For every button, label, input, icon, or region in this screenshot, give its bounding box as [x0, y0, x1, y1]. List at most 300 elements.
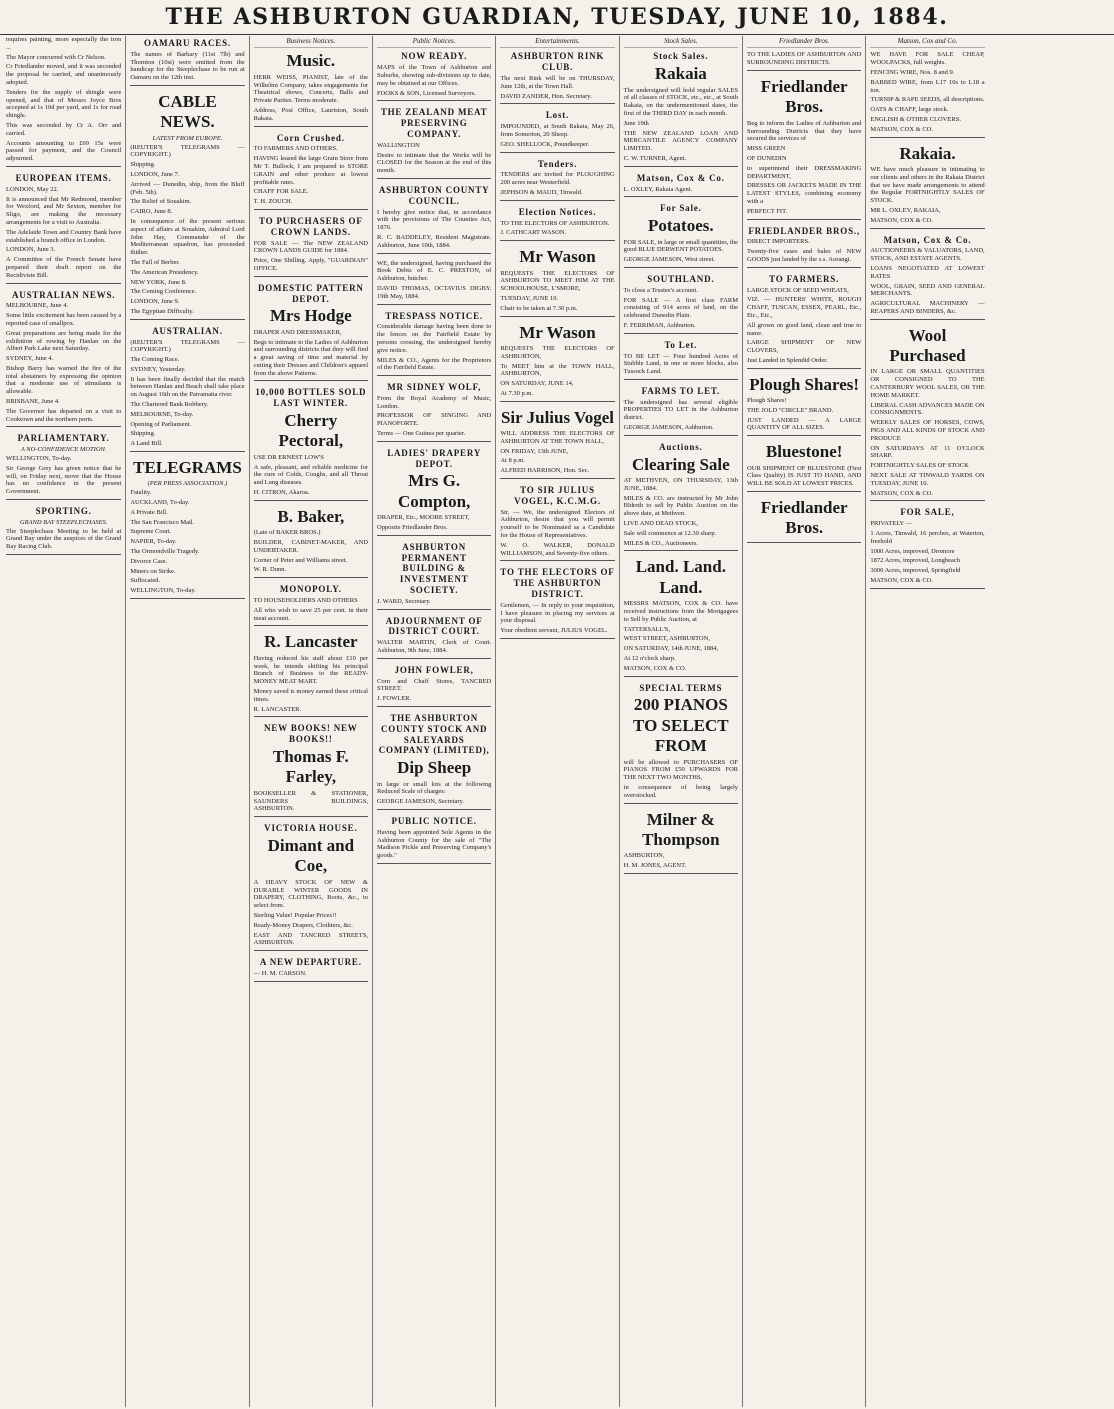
- body-text: The Fall of Berber.: [130, 258, 180, 266]
- body-text: NEW YORK, June 8.: [130, 278, 187, 286]
- body-text: Suffocated.: [130, 577, 160, 585]
- article-block: [500, 51, 614, 104]
- divider: [130, 598, 244, 599]
- body-text: The Coming Conference.: [130, 288, 197, 296]
- divider: [377, 375, 491, 376]
- body-text: AGRICULTURAL MACHINERY — REAPERS AND BINDERS, &c.: [870, 300, 985, 315]
- display-heading: TELEGRAMS: [133, 458, 242, 478]
- body-text: TO THE LADIES OF ASHBURTON AND SURROUNDING DISTRICTS.: [747, 51, 862, 67]
- divider: [377, 441, 491, 442]
- body-text: The Egyptian Difficulty.: [130, 307, 194, 315]
- body-text: MATSON, COX & CO.: [870, 216, 933, 224]
- article-block: [624, 557, 738, 676]
- display-heading: Dimant and Coe,: [267, 835, 355, 876]
- block-title: NOW READY.: [401, 51, 468, 62]
- divider: [624, 803, 738, 804]
- body-text: HERR WEISS, PIANIST, late of the Wilhelmi Company, takes engagements for Theatrical shows, Concerts, Balls and Private Parties. Terms moderate.: [253, 73, 368, 105]
- body-text: The next Rink will be on THURSDAY, June 12th, at the Town Hall.: [500, 74, 615, 90]
- body-text: WELLINGTON, To-day.: [6, 455, 72, 463]
- article-block: [624, 51, 738, 166]
- body-text: TATTERSALL'S,: [623, 625, 670, 633]
- body-text: PRIVATELY —: [870, 520, 913, 528]
- block-subtitle: (PER PRESS ASSOCIATION.): [147, 480, 228, 488]
- body-text: T. H. ZOUCH.: [253, 198, 293, 206]
- body-text: At 7.30 p.m.: [500, 389, 534, 397]
- column-heading: Friedlander Bros.: [747, 36, 861, 48]
- body-text: W. O. WALKER, DONALD WILLIAMSON, and Seventy-five others.: [500, 541, 615, 557]
- body-text: MELBOURNE, To-day.: [130, 410, 194, 418]
- body-text: IMPOUNDED, at South Rakaia, May 26, from Somerton, 20 Sheep.: [500, 123, 615, 138]
- divider: [377, 658, 491, 659]
- body-text: in large or small lots at the following Reduced Scale of charges:: [377, 780, 492, 796]
- block-title: MR SIDNEY WOLF,: [387, 382, 482, 393]
- divider: [500, 240, 614, 241]
- article-block: [747, 375, 861, 437]
- body-text: PROFESSOR OF SINGING AND PIANOFORTE.: [377, 412, 492, 428]
- divider: [500, 638, 614, 639]
- divider: [377, 863, 491, 864]
- block-title: SOUTHLAND.: [647, 273, 715, 284]
- block-title: SPORTING.: [35, 506, 92, 517]
- body-text: THE JOLD "CIRCLE" BRAND.: [747, 406, 834, 414]
- display-heading: Dip Sheep: [397, 758, 472, 778]
- column-2: [125, 36, 248, 1407]
- display-heading: Mr Wason: [519, 247, 596, 267]
- divider: [6, 426, 121, 427]
- article-block: [500, 485, 614, 561]
- column-5: [495, 36, 618, 1407]
- divider: [377, 609, 491, 610]
- body-text: 3000 Acres, improved, Springfield: [870, 567, 961, 575]
- block-title: FRIEDLANDER BROS.,: [748, 225, 860, 236]
- body-text: ON SATURDAY, 14th JUNE, 1884,: [623, 645, 719, 653]
- body-text: In consequence of the present serious aspect of affairs at Souakim, Admiral Lord John Hay, Commander of the Mediterranean squadron, has proceeded thither.: [130, 217, 245, 257]
- body-text: R. C. BADDELEY, Resident Magistrate. Ashburton, June 10th, 1884.: [377, 233, 492, 249]
- display-heading: 200 PIANOS TO SELECT FROM: [633, 695, 729, 756]
- column-heading: Stock Sales.: [624, 36, 738, 48]
- block-title: TO FARMERS.: [769, 273, 840, 284]
- column-3: [249, 36, 372, 1407]
- article-block: [500, 159, 614, 201]
- article-block: [6, 433, 121, 500]
- display-heading: Friedlander Bros.: [760, 498, 848, 538]
- article-block: [624, 386, 738, 436]
- article-block: [624, 274, 738, 334]
- block-title: Matson, Cox & Co.: [636, 172, 725, 183]
- body-text: (Late of BAKER BROS.): [253, 529, 321, 537]
- article-block: [870, 51, 984, 137]
- display-heading: Mrs Hodge: [269, 306, 352, 326]
- block-title: ASHBURTON RINK CLUB.: [510, 51, 605, 73]
- article-block: [500, 408, 614, 479]
- block-title: A NEW DEPARTURE.: [259, 957, 362, 968]
- article-block: [254, 632, 368, 717]
- divider: [6, 283, 121, 284]
- body-text: Beg to inform the Ladies of Ashburton and Surrounding Districts that they have secured the services of: [747, 119, 862, 143]
- body-text: DRAPER, Etc., MOORE STREET,: [377, 514, 470, 522]
- body-text: MATSON, COX & CO.: [870, 489, 933, 497]
- body-text: requires painting, more especially the iron ...: [6, 36, 122, 51]
- divider: [870, 588, 984, 589]
- article-block: [500, 323, 614, 402]
- article-block: [254, 283, 368, 382]
- body-text: WEEKLY SALES OF HORSES, COWS, PIGS AND ALL KINDS OF STOCK AND PRODUCE: [870, 419, 985, 442]
- block-title: Lost.: [545, 110, 570, 121]
- divider: [254, 209, 368, 210]
- body-text: Terms — One Guinea per quarter.: [377, 430, 466, 438]
- body-text: Just Landed in Splendid Order.: [747, 356, 828, 364]
- block-title: MONOPOLY.: [279, 584, 342, 595]
- body-text: BOOKSELLER & STATIONER, SAUNDERS BUILDINGS, ASHBURTON.: [253, 789, 368, 813]
- article-block: [6, 290, 121, 428]
- divider: [500, 316, 614, 317]
- body-text: TO HOUSEHOLDERS AND OTHERS: [253, 597, 358, 605]
- column-heading: Business Notices.: [254, 36, 368, 48]
- display-heading: CABLE NEWS.: [158, 91, 217, 132]
- body-text: FOR SALE, in large or small quantities, the good BLUE DERWENT POTATOES.: [623, 238, 738, 254]
- block-title: TO PURCHASERS OF CROWN LANDS.: [259, 215, 363, 237]
- divider: [624, 379, 738, 380]
- display-heading: Wool Purchased: [889, 325, 966, 366]
- body-text: REQUESTS THE ELECTORS OF ASHBURTON,: [500, 344, 615, 360]
- divider: [624, 435, 738, 436]
- body-text: Considerable damage having been done to the fences on the Fairfield Estate by persons crossing, the undersigned hereby give notice.: [377, 323, 492, 354]
- body-text: Shipping.: [130, 430, 156, 438]
- body-text: The Governor has departed on a visit to Cooktown and the northern ports.: [6, 407, 122, 423]
- body-text: DAVID THOMAS, OCTAVIUS DIGBY. 19th May, 1884.: [377, 284, 492, 300]
- body-text: Sir George Grey has given notice that he will, on Friday next, move that the House has no confidence in the present Government.: [6, 464, 122, 496]
- article-block: [377, 260, 491, 305]
- body-text: TO BE LET — Four hundred Acres of Stubble Land, in one or more blocks, also Tussock Land.: [623, 352, 738, 376]
- block-title: For Sale.: [660, 203, 702, 214]
- divider: [500, 200, 614, 201]
- divider: [377, 253, 491, 254]
- body-text: SYDNEY, June 4.: [6, 355, 54, 363]
- body-text: The undersigned has several eligible PROPERTIES TO LET in the Ashburton district.: [623, 398, 738, 422]
- article-block: [254, 507, 368, 578]
- divider: [747, 368, 861, 369]
- columns-grid: [2, 36, 1112, 1407]
- body-text: LONDON, June 7.: [130, 170, 180, 178]
- article-block: [624, 442, 738, 552]
- display-heading: Friedlander Bros.: [760, 76, 848, 117]
- display-heading: Mr Wason: [519, 322, 596, 342]
- body-text: GEORGE JAMESON, Ashburton.: [623, 424, 714, 432]
- divider: [254, 950, 368, 951]
- block-title: AUSTRALIAN NEWS.: [12, 289, 116, 300]
- body-text: The Coming Race.: [130, 356, 180, 364]
- body-text: This was seconded by Cr A. Orr and carried.: [6, 121, 122, 137]
- body-text: Opposite Friedlander Bros.: [377, 524, 448, 532]
- body-text: TURNIP & RAPE SEEDS, all descriptions.: [870, 96, 985, 104]
- article-block: [377, 107, 491, 179]
- column-heading: Entertainments.: [500, 36, 614, 48]
- block-title: FOR SALE,: [900, 507, 955, 518]
- block-title: Tenders.: [537, 158, 578, 169]
- block-title: ASHBURTON PERMANENT BUILDING & INVESTMENT SOCIETY.: [399, 541, 469, 596]
- body-text: LIVE AND DEAD STOCK,: [623, 520, 698, 528]
- block-title: THE ASHBURTON COUNTY STOCK AND SALEYARDS COMPANY (LIMITED),: [378, 713, 490, 756]
- block-title: Corn Crushed.: [276, 132, 345, 143]
- divider: [6, 499, 121, 500]
- body-text: Accounts amounting to £69 15s were passed for payment, and the Council adjourned.: [6, 139, 122, 163]
- article-block: [377, 665, 491, 707]
- display-heading: Rakaia: [654, 64, 707, 84]
- body-text: Desire to intimate that the Works will be CLOSED for the Season at the end of this month.: [377, 151, 492, 175]
- divider: [624, 166, 738, 167]
- body-text: To MEET him at the TOWN HALL, ASHBURTON,: [500, 362, 615, 378]
- body-text: Sir, — We, the undersigned Electors of Ashburton, desire that you will permit yourself to be Nominated as a Candidate for the House of Representatives.: [500, 508, 615, 540]
- body-text: I hereby give notice that, in accordance with the provisions of The Counties Act, 1876.: [377, 208, 492, 232]
- article-block: [254, 584, 368, 626]
- display-heading: Milner & Thompson: [642, 809, 720, 849]
- divider: [254, 380, 368, 381]
- body-text: Corner of Peter and Williams street.: [253, 556, 348, 564]
- body-text: The Steeplechase Meeting to be held at Grand Bay under the auspices of the Grand Bay Racing Club.: [6, 527, 122, 551]
- body-text: WELLINGTON, To-day.: [130, 587, 196, 595]
- body-text: MISS GREEN: [747, 145, 786, 153]
- block-title: Stock Sales.: [653, 51, 709, 62]
- body-text: The Chartered Bank Robbery.: [130, 401, 209, 409]
- article-block: [377, 713, 491, 810]
- body-text: BUILDER, CABINET-MAKER, AND UNDERTAKER.: [253, 539, 368, 554]
- block-title: ASHBURTON COUNTY COUNCIL.: [378, 184, 490, 206]
- article-block: [6, 506, 121, 555]
- body-text: MAPS of the Town of Ashburton and Suburbs, showing sub-divisions up to date, may be obtained at our Offices.: [377, 64, 492, 87]
- body-text: Having reduced his staff about £10 per week, he intends shifting his principal Branch of Business to the READY-MONEY MEAT MART.: [253, 654, 368, 686]
- article-block: [870, 144, 984, 229]
- column-6: [619, 36, 742, 1407]
- divider: [500, 401, 614, 402]
- body-text: NAPIER, To-day.: [130, 538, 177, 546]
- body-text: AUCTIONEERS & VALUATORS, LAND, STOCK, AND ESTATE AGENTS.: [870, 247, 985, 263]
- body-text: A Land Bill.: [130, 440, 163, 448]
- body-text: FORTNIGHTLY SALES OF STOCK: [870, 462, 969, 470]
- body-text: Supreme Court.: [130, 528, 172, 536]
- body-text: WALLINGTON: [377, 141, 420, 149]
- body-text: AUCKLAND, To-day.: [130, 499, 190, 507]
- block-title: ADJOURNMENT OF DISTRICT COURT.: [385, 615, 483, 637]
- block-title: Election Notices.: [518, 206, 597, 217]
- article-block: [254, 387, 368, 500]
- body-text: WALTER MARTIN, Clerk of Court. Ashburton, 9th June, 1884.: [377, 639, 492, 655]
- body-text: The Relief of Souakim.: [130, 198, 192, 206]
- display-heading: B. Baker,: [277, 506, 345, 526]
- column-7: [742, 36, 865, 1407]
- article-block: [747, 226, 861, 268]
- divider: [624, 333, 738, 334]
- article-block: [377, 51, 491, 101]
- block-subtitle: LATEST FROM EUROPE.: [152, 134, 223, 142]
- body-text: TO FARMERS AND OTHERS.: [253, 145, 338, 153]
- block-title: PUBLIC NOTICE.: [391, 815, 477, 826]
- body-text: DRAPER AND DRESSMAKER,: [253, 328, 342, 336]
- article-block: [254, 216, 368, 277]
- article-block: [870, 507, 984, 588]
- divider: [377, 809, 491, 810]
- body-text: Shipping.: [130, 161, 156, 169]
- block-title: FARMS TO LET.: [641, 385, 721, 396]
- article-block: [377, 311, 491, 377]
- body-text: J. FOWLER.: [377, 695, 412, 703]
- article-block: [377, 185, 491, 254]
- body-text: DIRECT IMPORTERS.: [747, 238, 810, 246]
- body-text: Corn and Chaff Stores, TANCRED STREET.: [377, 677, 492, 693]
- divider: [500, 560, 614, 561]
- body-text: REQUESTS THE ELECTORS OF ASHBURTON TO MEET HIM AT THE SCHOOLHOUSE, L'SMORE,: [500, 269, 615, 293]
- article-block: [130, 38, 244, 86]
- article-block: [254, 133, 368, 210]
- article-block: [500, 247, 614, 316]
- body-text: A Private Bill.: [130, 508, 168, 516]
- body-text: J. CATHCART WASON.: [500, 229, 567, 237]
- divider: [747, 491, 861, 492]
- block-subtitle: A NO-CONFIDENCE MOTION.: [20, 446, 107, 454]
- article-block: [624, 340, 738, 380]
- body-text: TENDERS are invited for PLOUGHING 200 acres near Westerfield.: [500, 171, 615, 187]
- block-title: To Let.: [664, 339, 698, 350]
- masthead-title: THE ASHBURTON GUARDIAN, TUESDAY, JUNE 10, 1884.: [165, 4, 949, 30]
- body-text: Great preparations are being made for the exhibition of rowing by Hanlan on the Albert Park Lake next Saturday.: [6, 329, 122, 353]
- article-block: [747, 274, 861, 369]
- body-text: C. W. TURNER, Agent.: [623, 154, 687, 162]
- divider: [254, 716, 368, 717]
- body-text: Gentlemen, — In reply to your requisition, I have pleasure in placing my services at your disposal.: [500, 601, 615, 625]
- body-text: GEORGE JAMESON, Secretary.: [377, 798, 464, 806]
- body-text: DRESSES OR JACKETS MADE IN THE LATEST STYLES, combining economy with a: [747, 182, 862, 205]
- body-text: Your obedient servant, JULIUS VOGEL.: [500, 627, 608, 635]
- divider: [870, 228, 984, 229]
- block-title: SPECIAL TERMS: [639, 682, 723, 693]
- body-text: WILL ADDRESS THE ELECTORS OF ASHBURTON AT THE TOWN HALL,: [500, 430, 615, 445]
- article-block: [747, 498, 861, 543]
- display-heading: Thomas F. Farley,: [272, 746, 349, 787]
- body-text: Price, One Shilling. Apply, "GUARDIAN" OFFICE.: [253, 257, 368, 272]
- body-text: Fatality.: [130, 489, 152, 497]
- body-text: OATS & CHAFF, large stock.: [870, 106, 949, 114]
- body-text: CAIRO, June 8.: [130, 208, 173, 216]
- body-text: VIZ. — HUNTERS' WHITE, ROUGH CHAFF, TUSCAN, ESSEX, PEARL, Etc., Etc., Etc.,: [747, 296, 862, 319]
- divider: [624, 873, 738, 874]
- article-block: [130, 92, 244, 320]
- body-text: EAST AND TANCRED STREETS, ASHBURTON.: [253, 931, 368, 947]
- body-text: Twenty-five cases and bales of NEW GOODS just landed by the s.s. Aorangi.: [747, 248, 862, 263]
- body-text: LOANS NEGOTIATED AT LOWEST RATES: [870, 264, 985, 280]
- body-text: The Mayor concurred with Cr Nelson.: [6, 53, 106, 61]
- body-text: L. OXLEY, Rakaia Agent.: [623, 185, 693, 193]
- block-title: EUROPEAN ITEMS.: [15, 172, 112, 183]
- body-text: MR L. OXLEY, RAKAIA,: [870, 206, 941, 214]
- body-text: LARGE STOCK OF SEED WHEATS,: [747, 286, 849, 294]
- block-title: THE ZEALAND MEAT PRESERVING COMPANY.: [380, 107, 488, 139]
- divider: [6, 166, 121, 167]
- body-text: It is announced that Mr Redmond, member for Wexford, and Mr Sexton, member for Sligo, are making the necessary arrangements for a visit to Australia.: [6, 195, 122, 226]
- divider: [500, 478, 614, 479]
- body-text: Sterling Value! Popular Prices!!: [253, 911, 337, 919]
- divider: [377, 706, 491, 707]
- block-title: LADIES' DRAPERY DEPOT.: [387, 447, 482, 469]
- body-text: MILES & CO., Auctioneers.: [623, 539, 699, 547]
- body-text: Miners on Strike.: [130, 567, 176, 575]
- article-block: [254, 823, 368, 951]
- body-text: (REUTER'S TELEGRAMS — COPYRIGHT.): [130, 338, 245, 354]
- body-text: TUESDAY, JUNE 10.: [500, 294, 559, 302]
- body-text: Address, Post Office, Lauriston, South Rakaia.: [253, 106, 368, 122]
- column-heading: Matson, Cox and Co.: [870, 36, 984, 48]
- body-text: Having been appointed Sole Agents in the Ashburton County for the sale of "The Madison Pickle and Preserving Company's goods.": [377, 828, 492, 860]
- body-text: JUST LANDED — A LARGE QUANTITY OF ALL SIZES.: [747, 416, 862, 432]
- body-text: LONDON, June 3.: [6, 246, 56, 254]
- divider: [500, 103, 614, 104]
- divider: [500, 152, 614, 153]
- article-block: [377, 816, 491, 864]
- body-text: FOR SALE — A first class FARM consisting of 914 acres of land, on the celebrated Dunedin Plain.: [623, 296, 738, 320]
- divider: [254, 126, 368, 127]
- article-block: [870, 235, 984, 320]
- article-block: [747, 442, 861, 492]
- body-text: ASHBURTON,: [623, 852, 665, 860]
- divider: [624, 676, 738, 677]
- body-text: All grown on good land, clean and true to name.: [747, 321, 862, 337]
- body-text: 1000 Acres, improved, Dromore: [870, 547, 955, 555]
- body-text: Tenders for the supply of shingle were opened, and that of Messrs Joyce Bros accepted at 1s 10d per yard, and 1s for road shingle.: [6, 88, 122, 120]
- body-text: LONDON, June 9.: [130, 298, 180, 306]
- divider: [747, 70, 861, 71]
- divider: [624, 550, 738, 551]
- column-1: [2, 36, 125, 1407]
- article-block: [254, 957, 368, 982]
- body-text: June 19th: [623, 119, 649, 127]
- body-text: At 8 p.m.: [500, 457, 525, 465]
- masthead: [0, 0, 1114, 35]
- body-text: H. M. JONES, AGENT.: [623, 862, 687, 870]
- divider: [254, 625, 368, 626]
- divider: [254, 276, 368, 277]
- body-text: MILES & CO. are instructed by Mr John Bldreth to sell by Public Auction on the above date, at Methven.: [623, 494, 738, 518]
- body-text: Ready-Money Drapers, Clothiers, &c.: [253, 921, 353, 929]
- body-text: GEORGE JAMESON, West street.: [623, 256, 715, 264]
- article-block: [377, 542, 491, 610]
- body-text: F. FERRIMAN, Ashburton.: [623, 321, 696, 329]
- body-text: WE, the undersigned, having purchased the Book Debts of E. C. PRESTON, of Ashburton, butcher.: [377, 259, 492, 283]
- body-text: The Ormondville Tragedy.: [130, 548, 200, 556]
- block-title: DOMESTIC PATTERN DEPOT.: [257, 282, 364, 304]
- body-text: LARGE SHIPMENT OF NEW CLOVERS,: [747, 339, 862, 355]
- body-text: R. LANCASTER.: [253, 705, 302, 713]
- divider: [747, 219, 861, 220]
- article-block: [870, 326, 984, 502]
- body-text: A safe, pleasant, and reliable medicine for the cure of Colds, Coughs, and all Throat and Lung diseases.: [253, 463, 368, 487]
- article-block: [624, 203, 738, 268]
- body-text: J. WARD, Secretary.: [377, 597, 431, 605]
- article-block: [254, 723, 368, 817]
- block-title: Matson, Cox & Co.: [883, 234, 972, 245]
- article-block: [747, 51, 861, 71]
- article-block: [624, 173, 738, 198]
- body-text: At 12 o'clock sharp.: [623, 655, 676, 662]
- divider: [747, 542, 861, 543]
- divider: [870, 319, 984, 320]
- divider: [254, 816, 368, 817]
- divider: [870, 500, 984, 501]
- article-block: [377, 448, 491, 536]
- divider: [747, 435, 861, 436]
- article-block: [624, 683, 738, 804]
- divider: [377, 535, 491, 536]
- divider: [377, 304, 491, 305]
- divider: [870, 137, 984, 138]
- body-text: BRISBANE, June 4.: [6, 398, 60, 406]
